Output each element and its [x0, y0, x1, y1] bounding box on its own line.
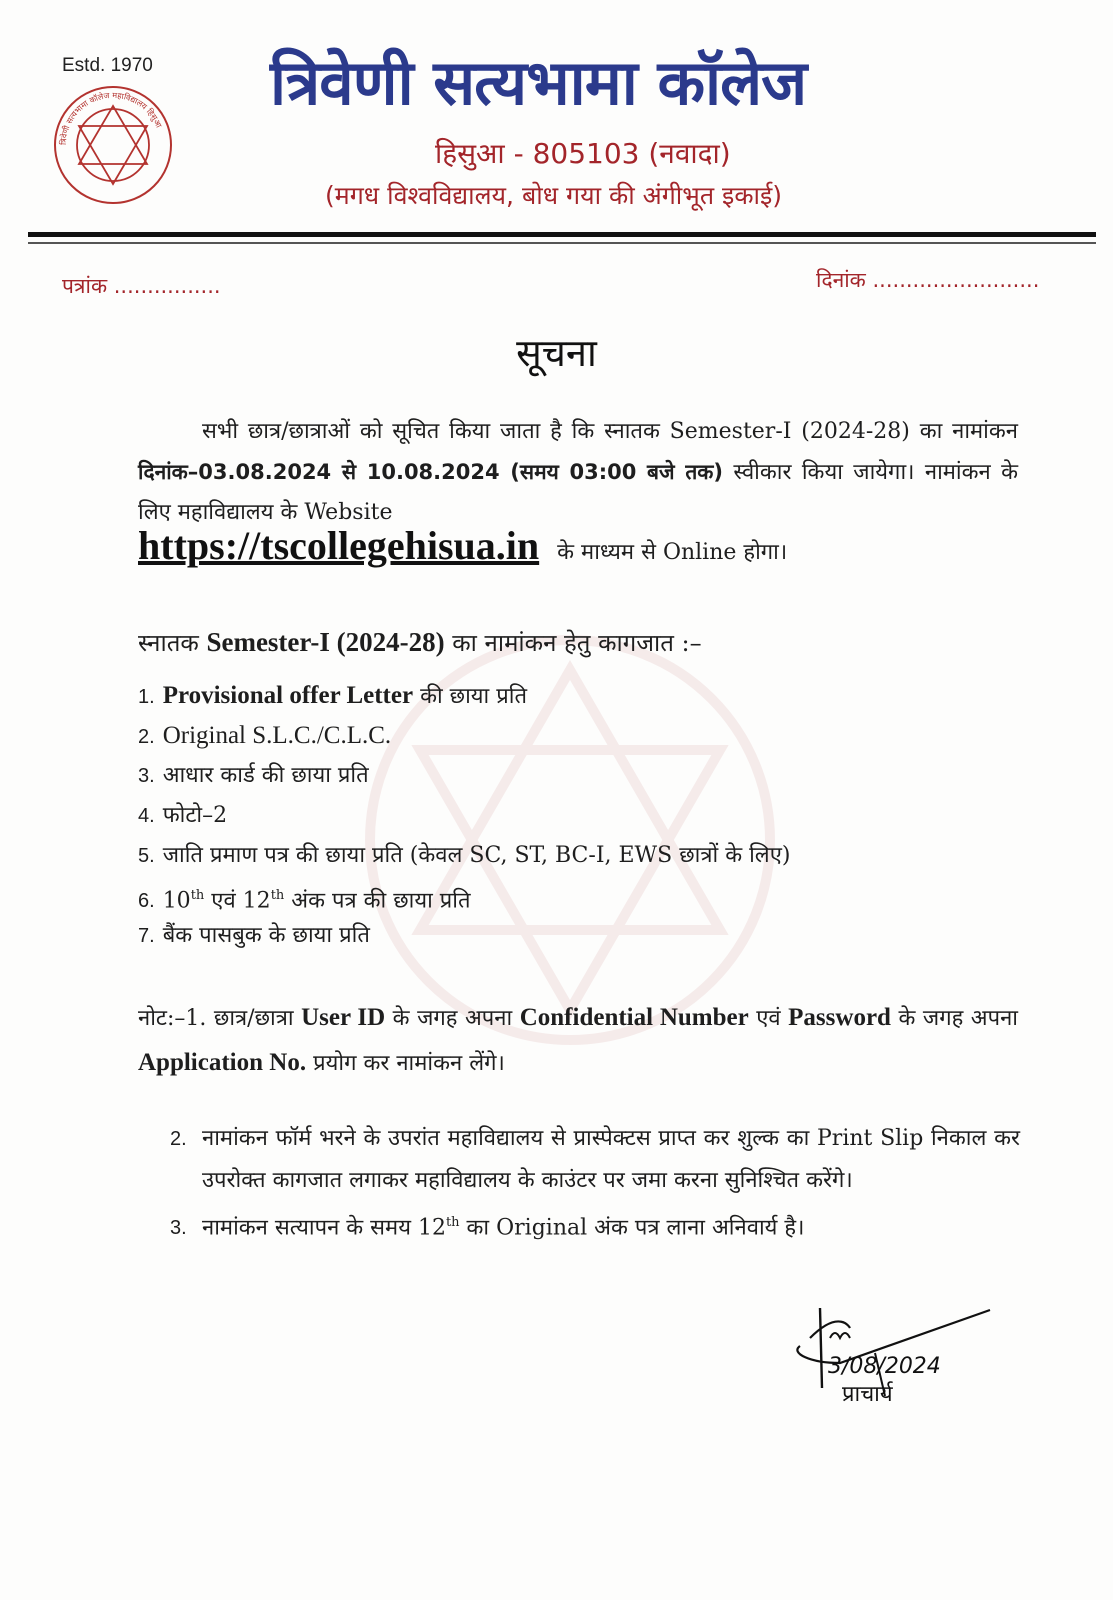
note-text: प्रयोग कर नामांकन लेंगे।	[306, 1051, 505, 1076]
item-number: 6.	[138, 890, 155, 913]
note-number: 2.	[170, 1128, 187, 1150]
note-text: नामांकन सत्यापन के समय 12	[202, 1215, 446, 1241]
documents-heading	[138, 626, 702, 659]
admission-dates: दिनांक–03.08.2024 से 10.08.2024 (समय 03:00 बजे तक)	[138, 460, 724, 484]
note-superscript: th	[445, 1215, 460, 1230]
item-number: 1.	[138, 686, 155, 708]
established-year: Estd. 1970	[62, 55, 153, 76]
note-text: के जगह अपना	[385, 1006, 520, 1031]
note-text: एवं	[748, 1006, 789, 1031]
seal-lettering: त्रिवेणी सत्यभामा कॉलेज महाविद्यालय हिसुआ	[58, 90, 164, 146]
website-suffix: के माध्यम से Online होगा।	[557, 540, 788, 565]
documents-list	[138, 676, 790, 956]
note-text: का Original अंक पत्र लाना अनिवार्य है।	[459, 1215, 805, 1241]
document-item	[138, 876, 790, 916]
notice-title: सूचना	[516, 331, 597, 375]
item-number: 4.	[138, 805, 155, 827]
note-number: 3.	[170, 1217, 187, 1240]
documents-heading-suffix: का नामांकन हेतु कागजात :–	[444, 629, 702, 657]
item-number: 3.	[138, 765, 155, 787]
note-text: नोट:–1. छात्र/छात्रा	[138, 1006, 302, 1031]
signature-date: 3/08/2024	[828, 1354, 941, 1379]
college-website-link[interactable]: https://tscollegehisua.in	[138, 523, 540, 568]
document-item	[138, 796, 790, 836]
note-bold: User ID	[301, 1004, 386, 1031]
note-1	[138, 996, 1018, 1086]
item-text: 10	[162, 888, 191, 914]
document-item	[138, 916, 790, 956]
note-text: नामांकन फॉर्म भरने के उपरांत महाविद्यालय से प्रास्पेक्टस प्राप्त कर शुल्क का Print Slip निकाल कर उपरोक्त कागजात लगाकर महाविद्यालय के काउंटर पर जमा करना सुनिश्चित करेंगे।	[202, 1126, 1020, 1193]
item-text: जाति प्रमाण पत्र की छाया प्रति (केवल SC, ST, BC-I, EWS छात्रों के लिए)	[162, 843, 791, 868]
principal-signature	[790, 1298, 1010, 1398]
item-bold-text: Provisional offer Letter	[162, 682, 414, 709]
notice-paragraph	[138, 412, 1018, 533]
note-item	[170, 1202, 1020, 1249]
item-text: फोटो–2	[162, 803, 228, 828]
note-bold: Application No.	[138, 1049, 307, 1076]
college-seal-icon	[52, 84, 174, 206]
item-superscript: th	[270, 888, 285, 903]
document-item	[138, 836, 790, 876]
header-divider-thick	[28, 232, 1096, 237]
header-divider-thin	[28, 242, 1096, 244]
college-address: हिसुआ - 805103 (नवादा)	[435, 137, 731, 170]
item-number: 5.	[138, 845, 155, 867]
document-item	[138, 756, 790, 796]
item-superscript: th	[190, 888, 205, 903]
college-name: त्रिवेणी सत्यभामा कॉलेज	[270, 46, 807, 119]
documents-heading-semester: Semester-I (2024-28)	[206, 627, 445, 657]
documents-heading-prefix: स्नातक	[138, 629, 207, 657]
note-text: के जगह अपना	[890, 1006, 1018, 1031]
reference-number-label: पत्रांक ................	[62, 274, 221, 298]
item-text: बैंक पासबुक के छाया प्रति	[162, 923, 370, 948]
item-number: 7.	[138, 925, 155, 947]
item-text: आधार कार्ड की छाया प्रति	[162, 763, 369, 788]
date-label: दिनांक .........................	[816, 268, 1040, 292]
note-bold: Password	[788, 1004, 891, 1031]
document-item	[138, 676, 790, 716]
item-text: अंक पत्र की छाया प्रति	[284, 888, 471, 914]
item-text: Original S.L.C./C.L.C.	[162, 722, 392, 749]
notice-text-2: स्वीकार किया जायेगा। नामांकन के लिए महाविद्यालय के Website	[138, 460, 1018, 525]
note-bold: Confidential Number	[519, 1004, 749, 1031]
document-item	[138, 716, 790, 756]
website-line	[138, 522, 787, 569]
item-number: 2.	[138, 726, 155, 748]
principal-title: प्राचार्य	[842, 1382, 893, 1407]
item-text: की छाया प्रति	[413, 684, 527, 709]
notice-text-1: सभी छात्र/छात्राओं को सूचित किया जाता है कि स्नातक Semester-I (2024-28) का नामांकन	[202, 419, 1018, 444]
note-item	[170, 1118, 1020, 1202]
notes-list	[170, 1118, 1020, 1249]
college-affiliation: (मगध विश्वविद्यालय, बोध गया की अंगीभूत इकाई)	[325, 181, 783, 210]
item-text: एवं 12	[204, 888, 271, 914]
